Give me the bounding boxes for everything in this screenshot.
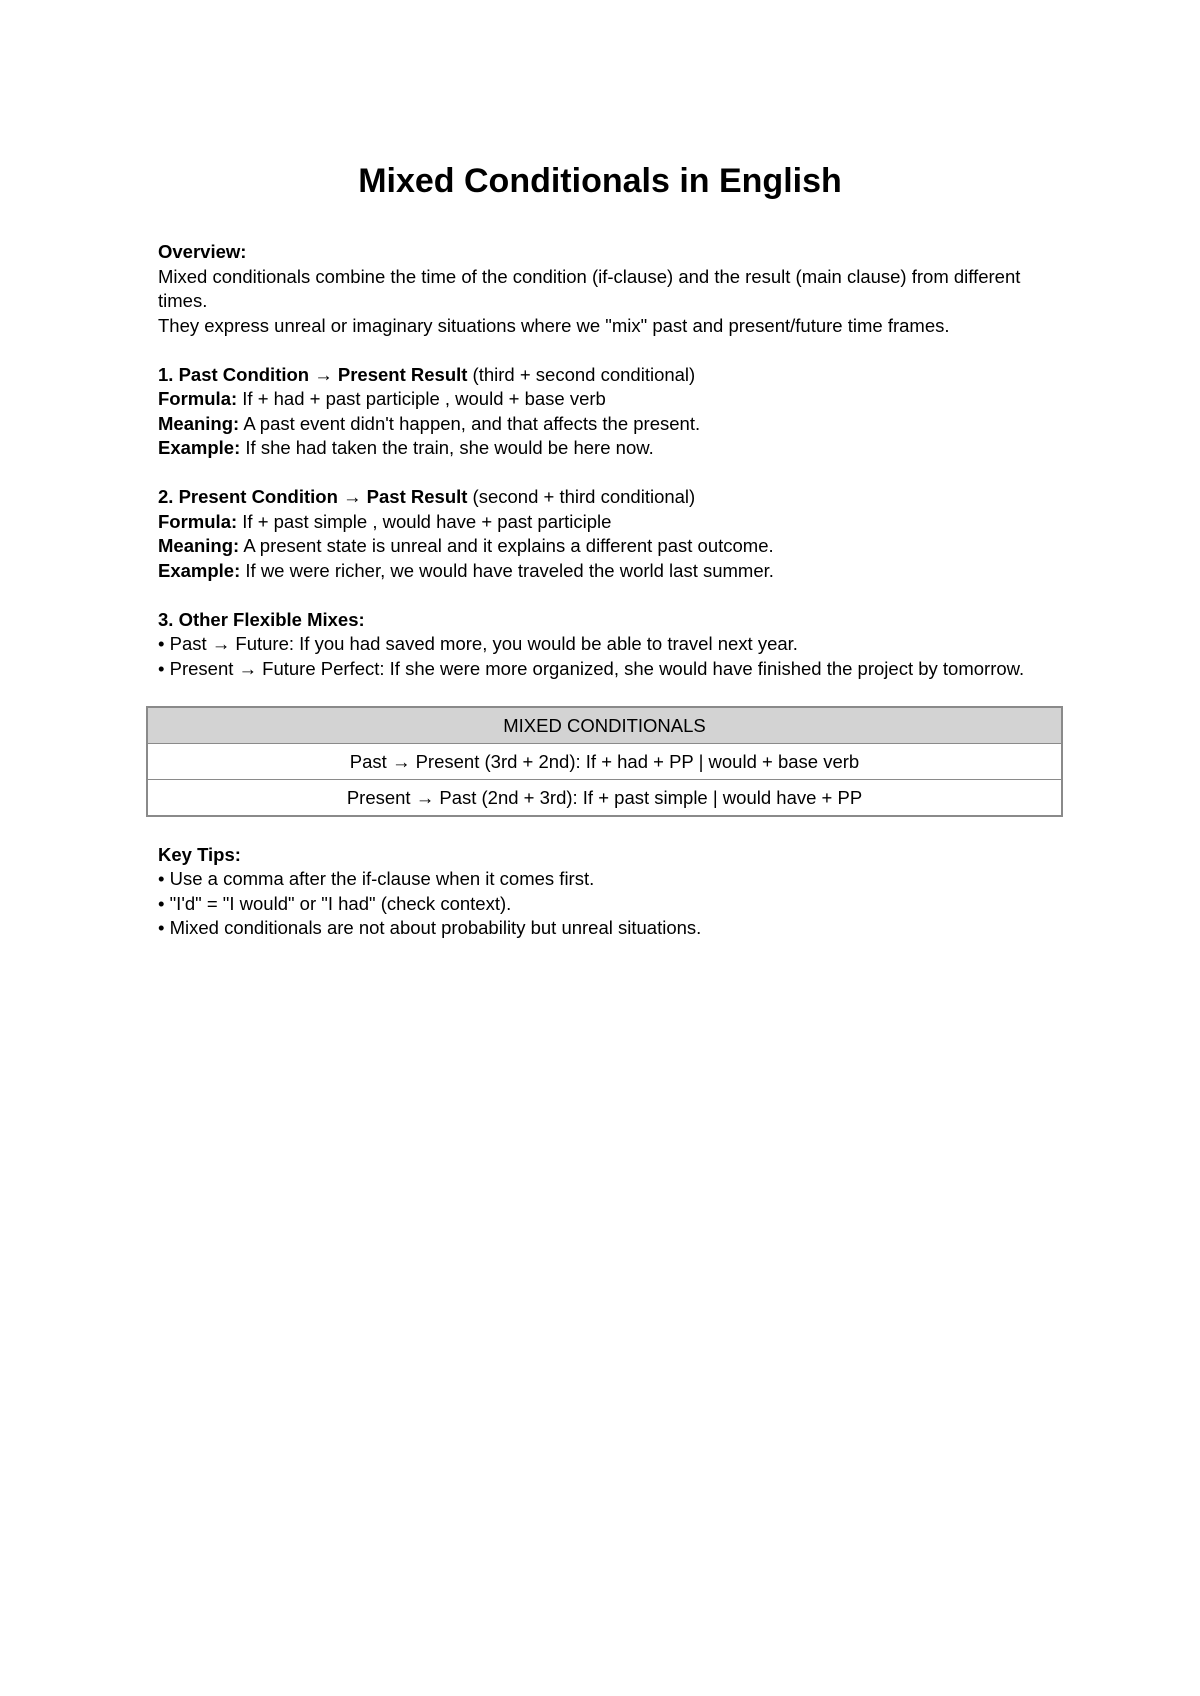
- table-row: [148, 779, 1062, 815]
- list-item: • Present → Future Perfect: If she were more organized, she would have finished the project by tomorrow.: [158, 657, 1025, 679]
- example-label: Example:: [158, 559, 241, 581]
- mixed-conditionals-table: [146, 706, 1063, 817]
- overview-heading: Overview:: [158, 241, 247, 262]
- section-1-heading-bold: 1. Past Condition → Present Result: [158, 363, 468, 385]
- meaning-label: Meaning:: [158, 412, 240, 434]
- overview-text-2: They express unreal or imaginary situations where we "mix" past and present/future time frames.: [158, 314, 950, 336]
- list-item: • Mixed conditionals are not about probability but unreal situations.: [158, 917, 702, 938]
- table-header-row: [148, 707, 1062, 743]
- overview-section: [158, 240, 1058, 338]
- formula-text: If + past simple , would have + past participle: [237, 510, 612, 532]
- overview-text-1: Mixed conditionals combine the time of the condition (if-clause) and the result (main clause) from different times.: [158, 265, 1021, 311]
- section-3-heading: 3. Other Flexible Mixes:: [158, 608, 365, 630]
- section-2-example: [158, 559, 1058, 584]
- example-text: If we were richer, we would have traveled the world last summer.: [240, 559, 774, 581]
- section-2-heading-bold: 2. Present Condition → Past Result: [158, 486, 468, 507]
- table-header-cell: MIXED CONDITIONALS: [148, 707, 1062, 743]
- section-past-present: [158, 363, 1058, 461]
- page-title: Mixed Conditionals in English: [358, 162, 842, 200]
- section-2-meaning: [158, 534, 1058, 559]
- list-item: • Past → Future: If you had saved more, you would be able to travel next year.: [158, 633, 798, 654]
- section-1-heading-rest: (third + second conditional): [467, 363, 696, 385]
- table-row: [148, 743, 1062, 779]
- example-text: If she had taken the train, she would be here now.: [240, 437, 654, 458]
- formula-text: If + had + past participle , would + base verb: [237, 388, 606, 409]
- table-cell: Present → Past (2nd + 3rd): If + past simple | would have + PP: [148, 779, 1062, 815]
- example-label: Example:: [158, 437, 241, 458]
- section-2-formula: [158, 510, 1058, 535]
- table-cell: Past → Present (3rd + 2nd): If + had + PP | would + base verb: [148, 743, 1062, 779]
- list-item: • "I'd" = "I would" or "I had" (check context).: [158, 892, 512, 914]
- section-1-example: [158, 436, 1058, 461]
- meaning-text: A present state is unreal and it explains a different past outcome.: [239, 535, 774, 556]
- section-present-past: [158, 485, 1058, 583]
- document-body: [158, 240, 1058, 941]
- section-2-heading: [158, 485, 1058, 510]
- key-tips-section: [158, 843, 1058, 941]
- list-item: • Use a comma after the if-clause when it comes first.: [158, 868, 595, 889]
- section-2-heading-rest: (second + third conditional): [467, 486, 696, 507]
- meaning-text: A past event didn't happen, and that affects the present.: [239, 412, 701, 434]
- key-tips-heading: Key Tips:: [158, 843, 241, 865]
- section-1-formula: [158, 387, 1058, 412]
- meaning-label: Meaning:: [158, 535, 240, 556]
- section-1-meaning: [158, 412, 1058, 437]
- section-other-mixes: [158, 608, 1058, 682]
- formula-label: Formula:: [158, 510, 238, 532]
- section-1-heading: [158, 363, 1058, 388]
- formula-label: Formula:: [158, 388, 238, 409]
